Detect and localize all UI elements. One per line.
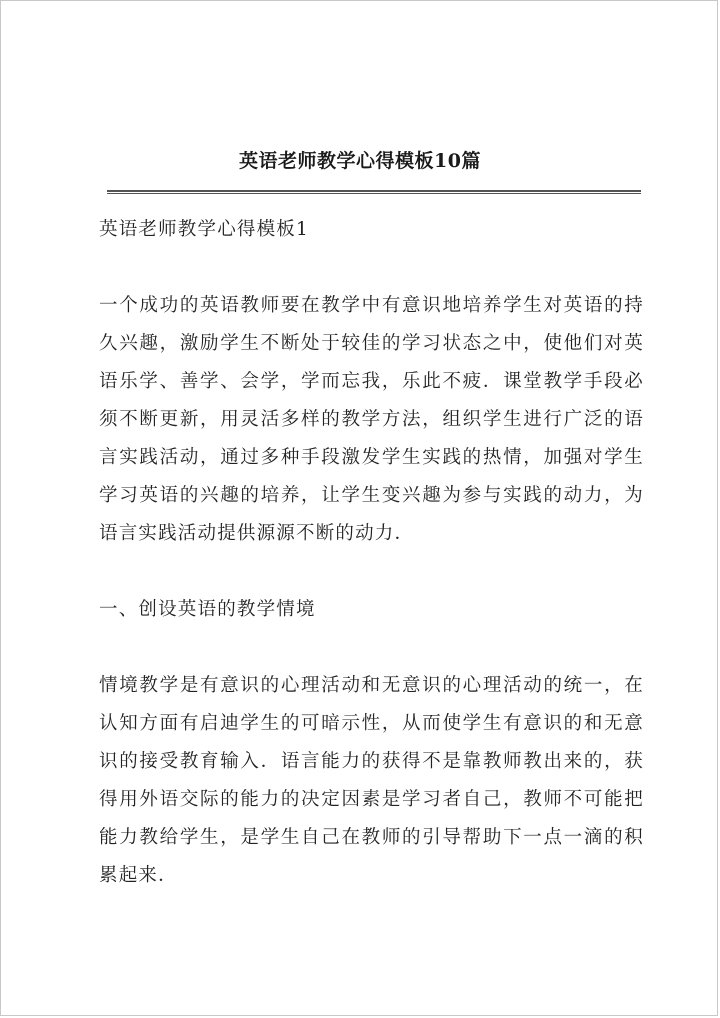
document-title: 英语老师教学心得模板10篇 <box>239 150 481 172</box>
title-divider <box>107 190 641 194</box>
document-body <box>99 211 644 933</box>
document-subtitle: 英语老师教学心得模板1 <box>99 219 309 240</box>
paragraph-intro: 一个成功的英语教师要在教学中有意识地培养学生对英语的持久兴趣，激励学生不断处于较佳的学习状态之中，使他们对英语乐学、善学、会学，学而忘我，乐此不疲．课堂教学手段必须不断更新，用灵活多样的教学方法，组织学生进行广泛的语言实践活动，通过多种手段激发学生实践的热情，加强对学生学习英语的兴趣的培养，让学生变兴趣为参与实践的动力，为语言实践活动提供源源不断的动力． <box>99 295 644 544</box>
paragraph-situational-teaching: 情境教学是有意识的心理活动和无意识的心理活动的统一，在认知方面有启迪学生的可暗示性，从而使学生有意识的和无意识的接受教育输入．语言能力的获得不是靠教师教出来的，获得用外语交际的能力的决定因素是学习者自己，教师不可能把能力教给学生，是学生自己在教师的引导帮助下一点一滴的积累起来． <box>99 675 644 886</box>
section-heading: 一、创设英语的教学情境 <box>99 599 316 620</box>
